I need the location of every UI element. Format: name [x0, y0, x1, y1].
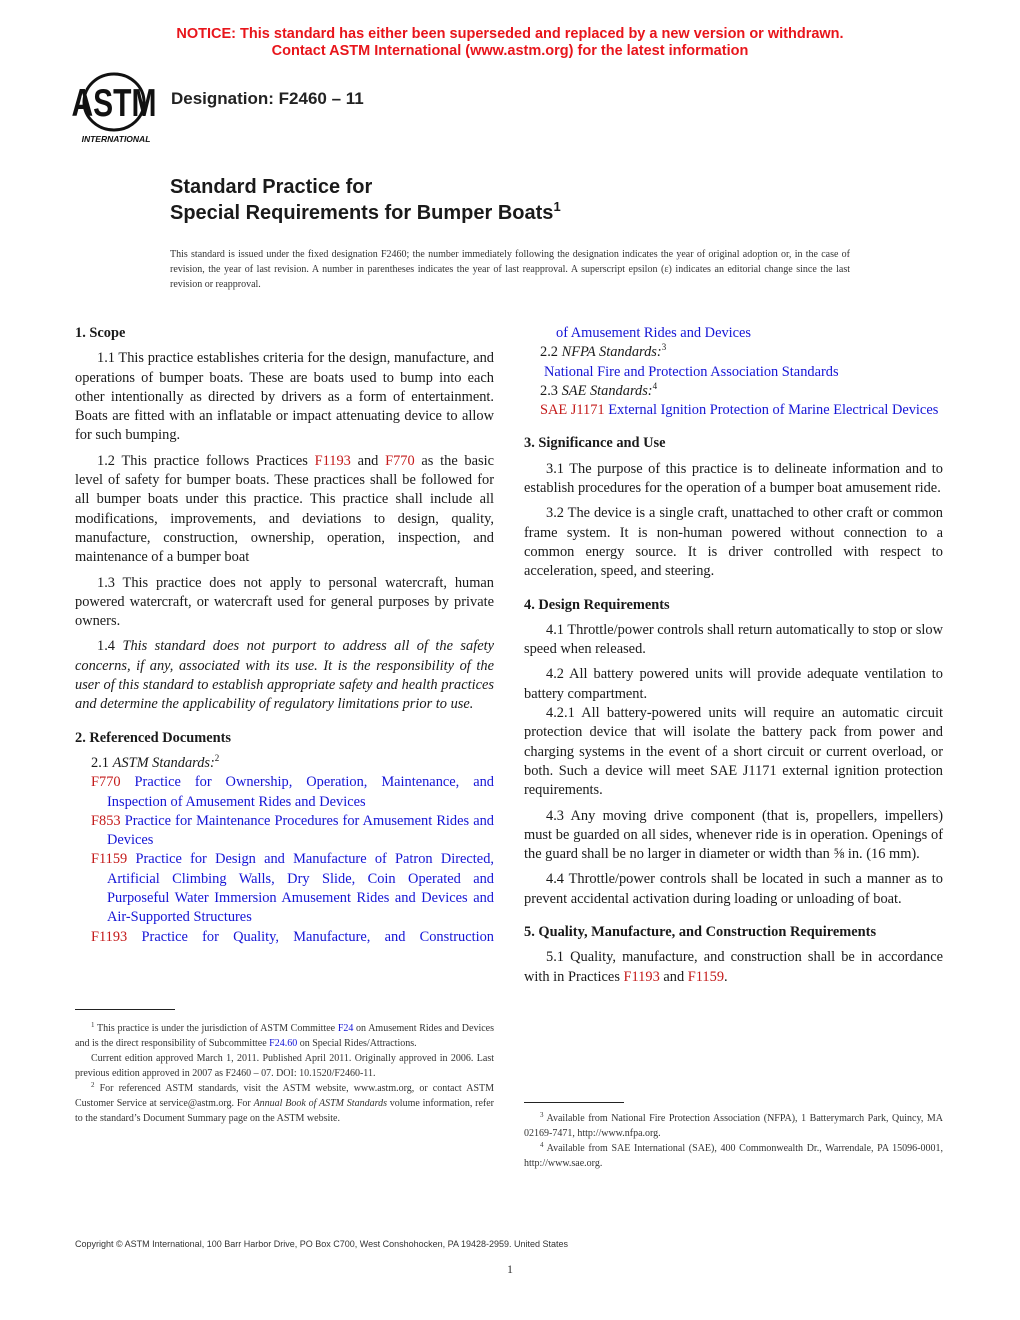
- paragraph-5-1: 5.1 Quality, manufacture, and construction shall be in accordance with in Practices F1193 and F1159.: [524, 949, 943, 985]
- nfpa-reference[interactable]: National Fire and Protection Association Standards: [544, 363, 839, 380]
- paragraph-4-3: 4.3 Any moving drive component (that is, propellers, impellers) must be guarded on all sides, whenever ride is in operation. Openings of the guard shall be no larger in diameter or width than ⅝ in. (16 mm).: [524, 807, 943, 863]
- footnotes-left: [75, 1021, 494, 1126]
- reference-item[interactable]: [75, 928, 494, 947]
- footnote-4: $^4$ Available from SAE International (SAE), 400 Commonwealth Dr., Warrendale, PA 15096-0001, http://www.sae.org.: [524, 1141, 943, 1169]
- ref-title[interactable]: Practice for Maintenance Procedures for Amusement Rides and Devices: [107, 812, 494, 849]
- reference-item[interactable]: [75, 850, 494, 927]
- link-f1159[interactable]: F1159: [687, 968, 725, 985]
- right-column: [524, 324, 943, 993]
- paragraph-1-4: 1.4 This standard does not purport to address all of the safety concerns, if any, associated with its use. It is the responsibility of the user of this standard to establish appropriate safety and health practices and determine the applicability of regulatory limitations prior to use.: [75, 638, 494, 713]
- paragraph-1-2: 1.2 This practice follows Practices F1193 and F770 as the basic level of safety for bumper boats. These practices shall be followed for all bumper boats under this practice. This practice shall include all modifications, improvements, and deviations to design, quality, manufacture, construction, ownership, operation, inspection, and maintenance of a bumper boat: [75, 452, 494, 566]
- paragraph-1-1: 1.1 This practice establishes criteria for the design, manufacture, and operations of bumper boats. These are boats used to bump into each other intentionally as directed by drivers as a form of entertainment. Boats are fitted with an inflatable or impact attenuating device to allow for such bumping.: [75, 350, 494, 444]
- title-line-1: Standard Practice for: [170, 176, 373, 198]
- section-heading-design: 4. Design Requirements: [524, 596, 670, 613]
- ref-title[interactable]: External Ignition Protection of Marine Electrical Devices: [604, 402, 939, 419]
- paragraph-1-3: 1.3 This practice does not apply to personal watercraft, human powered watercraft, or watercraft used for general purposes by private owners.: [75, 574, 494, 630]
- section-heading-quality: 5. Quality, Manufacture, and Construction Requirements: [524, 924, 877, 941]
- issued-note: This standard is issued under the fixed designation F2460; the number immediately following the designation indicates the year of original adoption or, in the case of revision, the year of last revision. A number in parentheses indicates the year of last reapproval. A superscript epsilon (ε) indicates an editorial change since the last revision or reapproval.: [170, 249, 850, 290]
- nfpa-standards-label: 2.2 NFPA Standards:$^3$: [540, 342, 667, 361]
- link-f24[interactable]: F24: [337, 1023, 354, 1034]
- page-number: 1: [507, 1262, 513, 1276]
- sae-standards-label: 2.3 SAE Standards:$^4$: [540, 380, 658, 399]
- reference-item[interactable]: [75, 812, 494, 851]
- notice-line-1: NOTICE: This standard has either been superseded and replaced by a new version or withdrawn.: [176, 26, 844, 42]
- section-heading-referenced-documents: 2. Referenced Documents: [75, 729, 231, 746]
- section-heading-scope: 1. Scope: [75, 325, 126, 341]
- footnotes-right: [524, 1111, 943, 1171]
- link-f770[interactable]: F770: [385, 452, 415, 469]
- ref-code[interactable]: F853: [91, 812, 121, 829]
- copyright-line: Copyright © ASTM International, 100 Barr Harbor Drive, PO Box C700, West Conshohocken, PA 19428-2959. United States: [75, 1239, 569, 1249]
- ref-code[interactable]: F1193: [91, 928, 128, 945]
- astm-logo: [72, 72, 162, 144]
- paragraph-4-2: 4.2 All battery powered units will provide adequate ventilation to battery compartment.: [524, 666, 943, 702]
- astm-logo-icon: [72, 72, 162, 144]
- section-heading-significance: 3. Significance and Use: [524, 435, 666, 452]
- document-title: [170, 174, 561, 226]
- footnote-rule-right: [524, 1102, 624, 1103]
- link-f24-60[interactable]: F24.60: [269, 1038, 298, 1049]
- ref-title[interactable]: Practice for Ownership, Operation, Maintenance, and Inspection of Amusement Rides and Devices: [107, 774, 494, 810]
- reference-item[interactable]: [75, 773, 494, 812]
- title-footnote-mark: 1: [553, 199, 561, 214]
- ref-title[interactable]: Practice for Quality, Manufacture, and Construction: [127, 928, 494, 945]
- reference-continuation[interactable]: of Amusement Rides and Devices: [556, 325, 752, 341]
- footnote-2: $^2$ For referenced ASTM standards, visit the ASTM website, www.astm.org, or contact ASTM Customer Service at service@astm.org. For Annual Book of ASTM Standards volume information, refer to the standard’s Document Summary page on the ASTM website.: [75, 1081, 494, 1124]
- paragraph-3-2: 3.2 The device is a single craft, unattached to other craft or common frame system. It is non-human powered without connection to a common energy source. It is driver controlled with respect to acceleration, speed, and steering.: [524, 505, 943, 580]
- left-column: [75, 324, 494, 947]
- footnote-1-edition: Current edition approved March 1, 2011. Published April 2011. Originally approved in 2006. Last previous edition approved in 2007 as F2460 – 07. DOI: 10.1520/F2460-11.: [75, 1053, 494, 1079]
- ref-code[interactable]: SAE J1171: [540, 402, 605, 419]
- footnote-3: $^3$ Available from National Fire Protection Association (NFPA), 1 Batterymarch Park, Quincy, MA 02169-7471, http://www.nfpa.org.: [524, 1111, 943, 1139]
- paragraph-3-1: 3.1 The purpose of this practice is to delineate information and to establish procedures for the operation of a bumper boat amusement ride.: [524, 460, 943, 497]
- notice-line-2: Contact ASTM International (www.astm.org) for the latest information: [271, 43, 749, 59]
- astm-standards-label: 2.1 ASTM Standards:$^2$: [91, 752, 220, 771]
- link-f1193[interactable]: F1193: [314, 452, 351, 469]
- paragraph-4-2-1: 4.2.1 All battery-powered units will require an automatic circuit protection device that will isolate the battery pack from power and charging systems in the event of a short circuit or current overload, or both. Such a device will meet SAE J1171 external ignition protection requirements.: [524, 705, 943, 799]
- sae-reference[interactable]: [524, 401, 943, 420]
- paragraph-4-1: 4.1 Throttle/power controls shall return automatically to stop or slow speed when released.: [524, 621, 944, 658]
- ref-code[interactable]: F770: [91, 774, 121, 791]
- link-f1193[interactable]: F1193: [623, 968, 660, 985]
- designation: Designation: F2460 – 11: [171, 89, 364, 108]
- footnote-1: $^1$ This practice is under the jurisdiction of ASTM Committee F24 on Amusement Rides and Devices and is the direct responsibility of Subcommittee F24.60 on Special Rides/Attractions.: [75, 1021, 494, 1049]
- ref-title[interactable]: Practice for Design and Manufacture of Patron Directed, Artificial Climbing Walls, Dry Slide, Coin Operated and Purposeful Water Immersion Amusement Rides and Devices and Air-Supported Structures: [107, 851, 494, 926]
- title-line-2: Special Requirements for Bumper Boats$^1$: [170, 199, 561, 224]
- svg-text:ASTM: ASTM: [72, 82, 157, 126]
- footnote-rule-left: [75, 1009, 175, 1010]
- svg-text:INTERNATIONAL: INTERNATIONAL: [81, 134, 151, 144]
- withdrawn-notice: [0, 26, 1020, 60]
- paragraph-4-4: 4.4 Throttle/power controls shall be located in such a manner as to prevent accidental activation during loading or unloading of boat.: [524, 871, 943, 907]
- ref-code[interactable]: F1159: [91, 851, 128, 868]
